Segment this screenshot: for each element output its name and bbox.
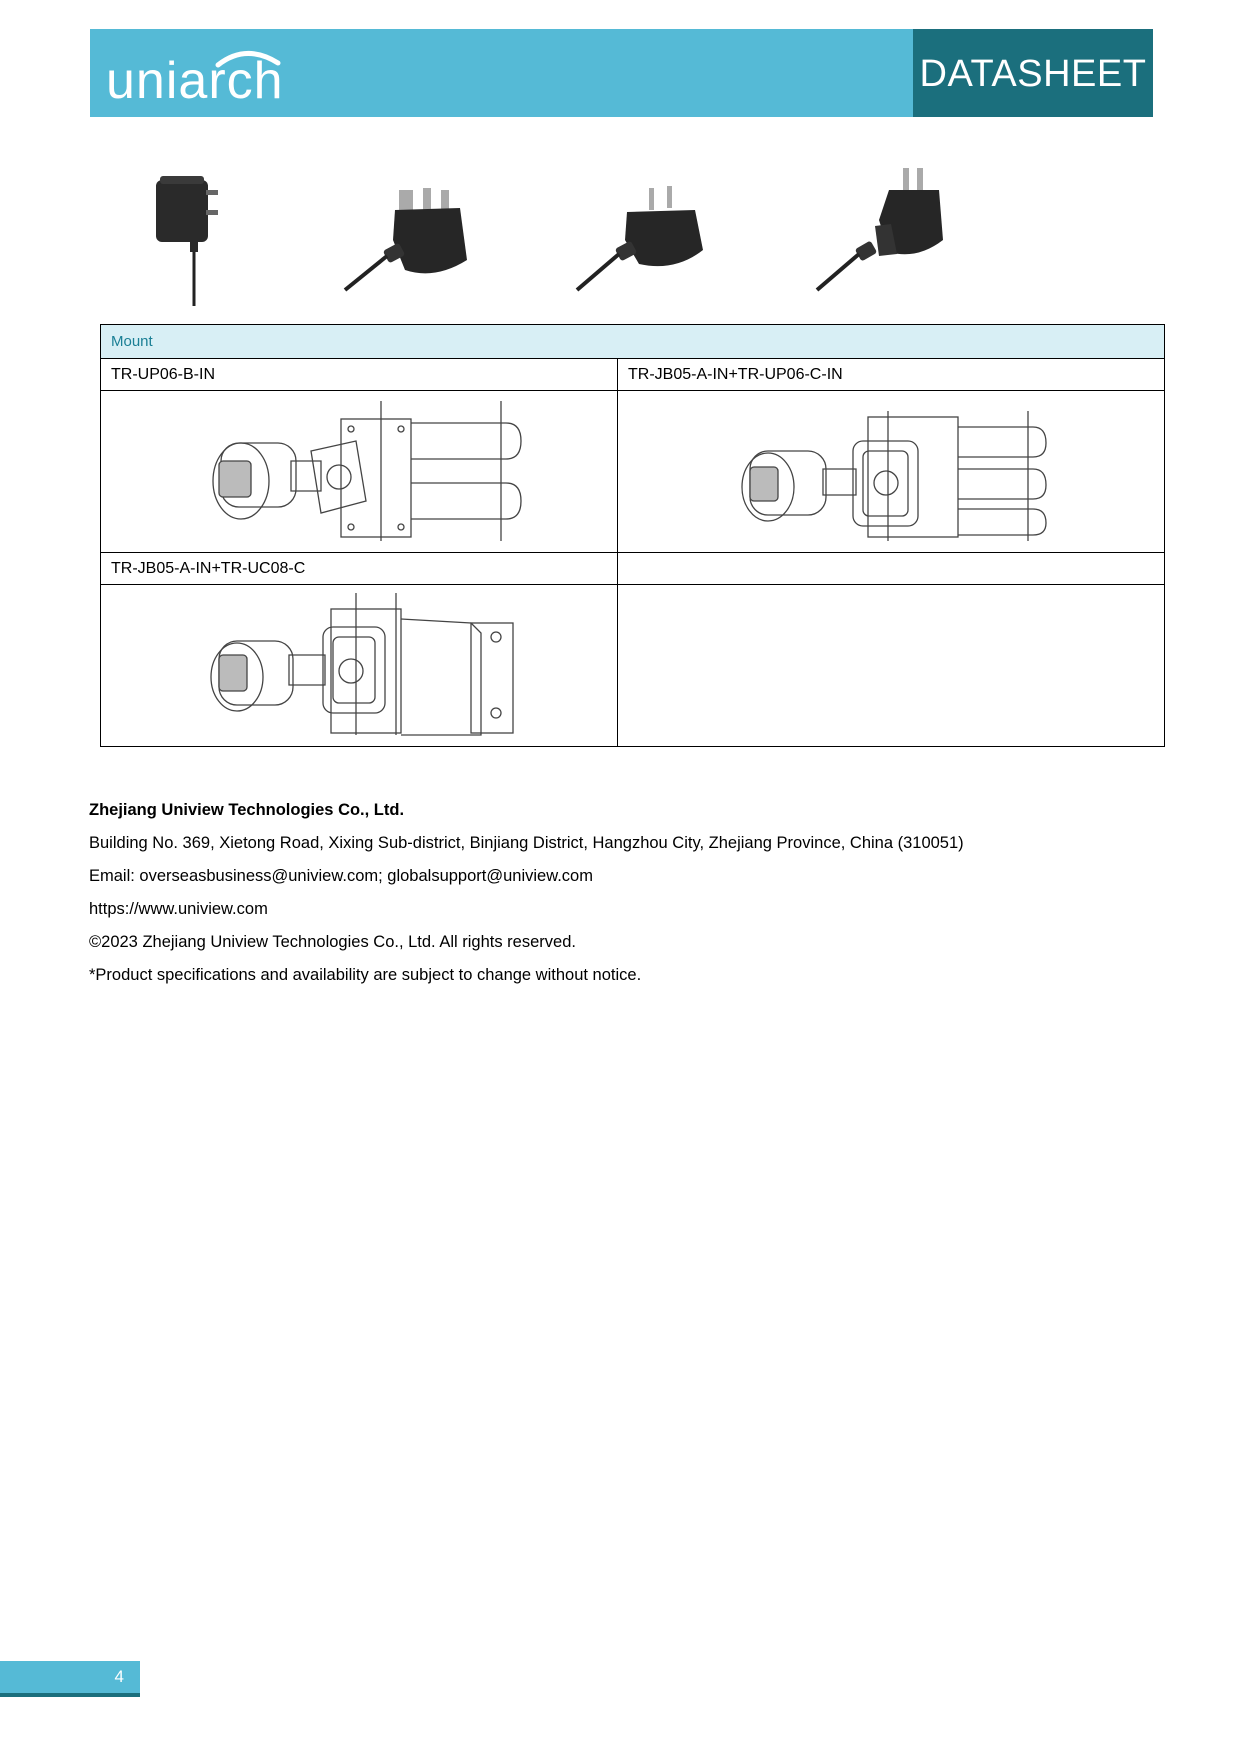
mount-image-row-1 <box>101 391 1165 553</box>
company-email[interactable]: Email: overseasbusiness@uniview.com; globalsupport@uniview.com <box>89 867 593 885</box>
power-adapter-images <box>140 160 970 310</box>
page-number-tab <box>0 1661 140 1697</box>
company-address: Building No. 369, Xietong Road, Xixing Sub-district, Binjiang District, Hangzhou City, Zhejiang Province, China (310051) <box>89 834 964 852</box>
mount-image-row-2 <box>101 585 1165 747</box>
company-name: Zhejiang Uniview Technologies Co., Ltd. <box>89 801 405 819</box>
logo-text: uniarch <box>106 52 284 110</box>
adapter-image-3 <box>565 160 725 310</box>
datasheet-badge <box>913 29 1153 117</box>
header-banner <box>90 29 1153 117</box>
notice-text: *Product specifications and availability are subject to change without notice. <box>89 966 642 984</box>
mount-drawing-3 <box>111 585 628 746</box>
mount-image-cell-empty <box>618 585 1165 747</box>
adapter-image-2 <box>335 160 495 310</box>
mount-header: Mount <box>101 325 1165 359</box>
contact-info <box>89 794 1149 992</box>
mount-image-cell-2 <box>618 391 1165 553</box>
datasheet-label: DATASHEET <box>919 53 1147 95</box>
copyright-text: ©2023 Zhejiang Uniview Technologies Co., Ltd. All rights reserved. <box>89 933 576 951</box>
mount-label-row-1 <box>101 359 1165 391</box>
mount-label-2: TR-JB05-A-IN+TR-UP06-C-IN <box>618 359 1165 391</box>
uniarch-logo <box>106 43 286 113</box>
mount-image-cell-3 <box>101 585 618 747</box>
mount-label-empty <box>618 553 1165 585</box>
mount-drawing-1 <box>111 391 628 552</box>
mount-header-row <box>101 325 1165 359</box>
mount-label-3: TR-JB05-A-IN+TR-UC08-C <box>101 553 618 585</box>
adapter-image-4 <box>805 160 965 310</box>
adapter-image-1 <box>150 160 240 310</box>
page-number: 4 <box>114 1667 124 1686</box>
company-website[interactable]: https://www.uniview.com <box>89 900 268 918</box>
mount-drawing-2 <box>628 391 1175 552</box>
mount-label-row-2 <box>101 553 1165 585</box>
mount-image-cell-1 <box>101 391 618 553</box>
mount-table <box>100 324 1165 747</box>
mount-label-1: TR-UP06-B-IN <box>101 359 618 391</box>
